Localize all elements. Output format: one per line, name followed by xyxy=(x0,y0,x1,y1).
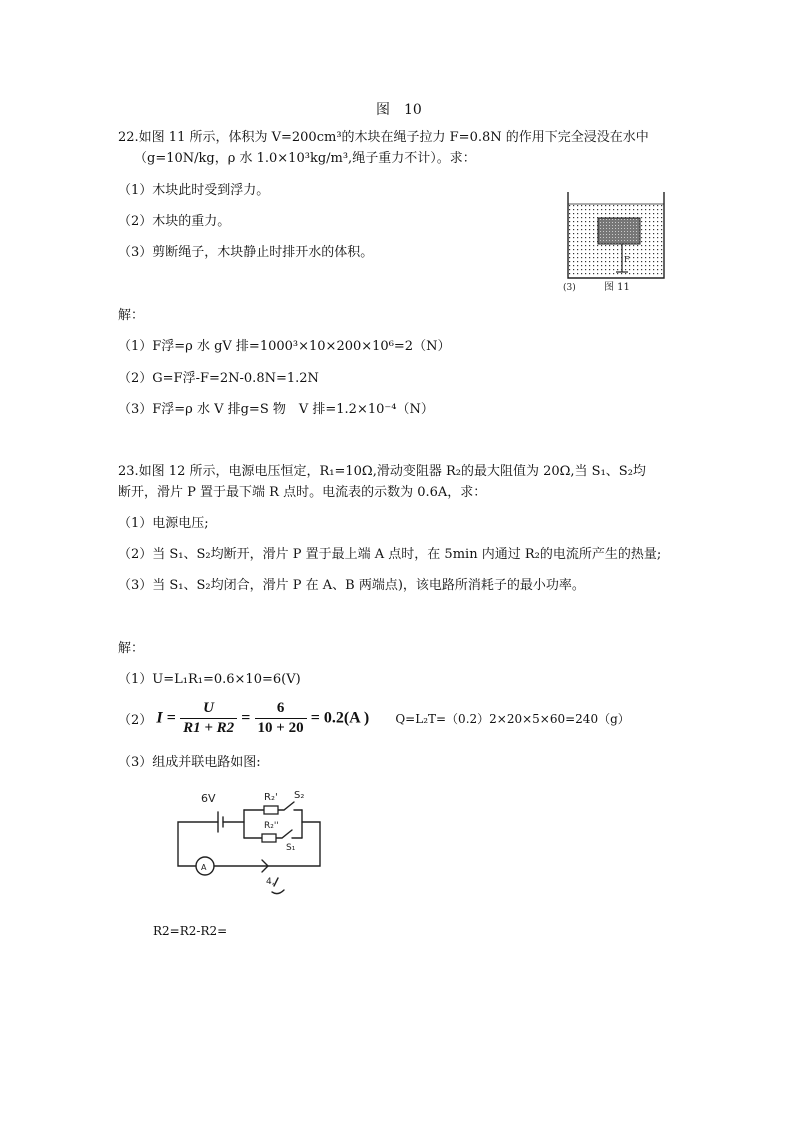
equation-heat: Q=L₂T=（0.2）2×20×5×60=240（g） xyxy=(395,712,630,726)
fraction-1-numerator: U xyxy=(180,700,237,719)
q23-solution-label: 解： xyxy=(118,641,145,656)
resistor-bottom xyxy=(262,834,276,842)
q22-solution-label: 解： xyxy=(118,308,145,323)
q23-answer4: R2=R2-R2= xyxy=(153,924,228,938)
q22-answer2: （2）G=F浮-F=2N-0.8N=1.2N xyxy=(118,371,319,386)
q22-part2: （2）木块的重力。 xyxy=(118,214,231,229)
fraction-1-denominator: R1 + R2 xyxy=(183,720,235,736)
parallel-circuit-diagram xyxy=(170,780,330,905)
figure-11-force-label: F xyxy=(624,255,630,264)
equation-current-symbol: I xyxy=(156,709,163,727)
equation-equals-2: = xyxy=(241,709,251,727)
q22-line2: （g=10N/kg，ρ 水 1.0×10³kg/m³,绳子重力不计）。求： xyxy=(134,151,476,166)
circuit-r2-bottom-label: R₂'' xyxy=(264,821,279,831)
circuit-ammeter-label: A xyxy=(201,863,207,872)
q23-line2: 断开，滑片 P 置于最下端 R 点时。电流表的示数为 0.6A，求： xyxy=(118,485,487,500)
resistor-top xyxy=(264,806,278,814)
q23-answer1: （1）U=L₁R₁=0.6×10=6(V) xyxy=(118,672,301,687)
q22-part3: （3）剪断绳子，木块静止时排开水的体积。 xyxy=(118,245,374,260)
circuit-r2-top-label: R₂' xyxy=(264,792,278,803)
q22-part1: （1）木块此时受到浮力。 xyxy=(118,183,270,198)
fraction-2-denominator: 10 + 20 xyxy=(257,720,304,736)
equation-equals-1: = xyxy=(166,709,176,727)
fraction-2-numerator: 6 xyxy=(255,700,307,719)
figure-10-caption: 图 10 xyxy=(376,102,422,118)
q23-part2: （2）当 S₁、S₂均断开，滑片 P 置于最上端 A 点时，在 5min 内通过 R₂的电流所产生的热量; xyxy=(118,547,662,562)
figure-11-caption: 图 11 xyxy=(604,282,630,293)
q23-answer2-equation xyxy=(118,700,630,737)
figure-11-mark: (3) xyxy=(563,283,576,293)
q23-answer3: （3）组成并联电路如图: xyxy=(118,755,261,770)
q22-answer3: （3）F浮=ρ 水 V 排g=S 物 V 排=1.2×10⁻⁴（N） xyxy=(118,402,434,417)
q22-line1: 22.如图 11 所示，体积为 V=200cm³的木块在绳子拉力 F=0.8N 的作用下完全浸没在水中 xyxy=(118,130,649,145)
circuit-s1-label: S₁ xyxy=(286,843,296,853)
circuit-voltage-label: 6V xyxy=(201,792,216,805)
circuit-bottom-mark: 4, xyxy=(266,877,275,887)
q23-part1: （1）电源电压; xyxy=(118,516,209,531)
equation-fraction-2 xyxy=(255,700,307,737)
equation-prefix: （2） xyxy=(118,713,153,728)
q23-line1: 23.如图 12 所示，电源电压恒定，R₁=10Ω,滑动变阻器 R₂的最大阻值为 20Ω,当 S₁、S₂均 xyxy=(118,464,646,479)
circuit-s2-label: S₂ xyxy=(294,790,305,801)
figure-11-diagram xyxy=(560,188,670,298)
q23-part3: （3）当 S₁、S₂均闭合，滑片 P 在 A、B 两端点)，该电路所消耗子的最小功率。 xyxy=(118,578,585,593)
equation-fraction-1 xyxy=(180,700,237,737)
q22-answer1: （1）F浮=ρ 水 gV 排=1000³×10×200×10⁶=2（N） xyxy=(118,339,451,354)
equation-result: = 0.2(A ) xyxy=(310,709,370,727)
